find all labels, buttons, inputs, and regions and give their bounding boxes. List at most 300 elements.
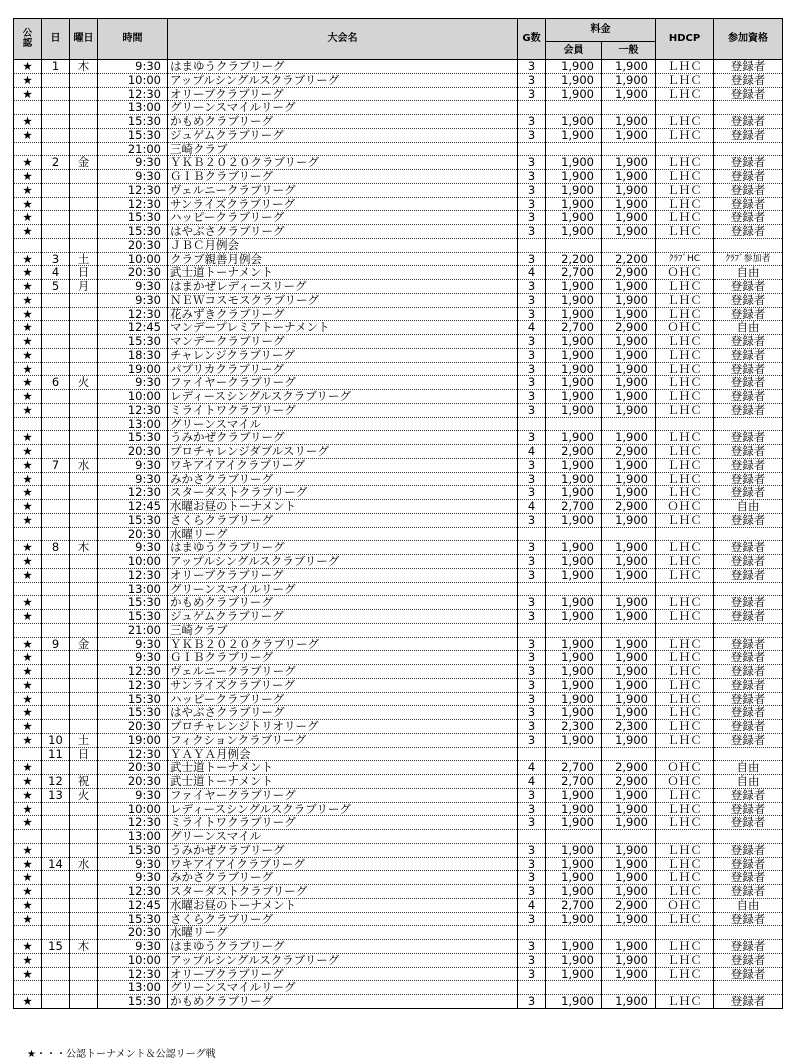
event-name-cell: レディースシングルスクラブリーグ [168,802,518,816]
member-fee-cell: 1,900 [546,568,602,582]
general-fee-cell: 1,900 [602,376,656,390]
eligibility-cell [714,830,783,844]
hdcp-cell: ＬＨＣ [656,458,714,472]
weekday-cell: 祝 [70,775,98,789]
day-cell [42,953,70,967]
weekday-cell [70,926,98,940]
table-row [14,775,783,789]
time-cell: 9:30 [98,788,168,802]
event-name-cell: かもめクラブリーグ [168,995,518,1009]
games-cell: 3 [518,555,546,569]
weekday-cell [70,238,98,252]
general-fee-cell: 1,900 [602,568,656,582]
games-cell: 4 [518,321,546,335]
general-fee-cell: 1,900 [602,225,656,239]
member-fee-cell: 1,900 [546,390,602,404]
games-cell: 3 [518,871,546,885]
table-row [14,362,783,376]
time-cell: 15:30 [98,692,168,706]
member-fee-cell [546,981,602,995]
day-cell [42,390,70,404]
table-row [14,293,783,307]
general-fee-cell: 1,900 [602,665,656,679]
general-fee-cell [602,747,656,761]
time-cell: 9:30 [98,376,168,390]
event-name-cell: マンデープレミアトーナメント [168,321,518,335]
weekday-cell [70,830,98,844]
table-row [14,183,783,197]
time-cell: 20:30 [98,775,168,789]
member-fee-cell: 1,900 [546,376,602,390]
event-name-cell: かもめクラブリーグ [168,115,518,129]
eligibility-cell: 登録者 [714,637,783,651]
hdcp-cell: ＬＨＣ [656,733,714,747]
official-mark [14,417,42,431]
eligibility-cell [714,142,783,156]
games-cell: 4 [518,761,546,775]
general-fee-cell: 2,900 [602,898,656,912]
day-cell [42,403,70,417]
weekday-cell [70,582,98,596]
header-member: 会員 [546,42,602,60]
member-fee-cell: 2,700 [546,266,602,280]
time-cell: 10:00 [98,73,168,87]
table-row [14,720,783,734]
eligibility-cell: 登録者 [714,871,783,885]
hdcp-cell: ＯＨＣ [656,775,714,789]
time-cell: 9:30 [98,280,168,294]
member-fee-cell: 1,900 [546,692,602,706]
weekday-cell [70,953,98,967]
general-fee-cell [602,238,656,252]
hdcp-cell: ＬＨＣ [656,390,714,404]
games-cell: 3 [518,307,546,321]
hdcp-cell: ＬＨＣ [656,513,714,527]
general-fee-cell: 1,900 [602,293,656,307]
day-cell [42,486,70,500]
eligibility-cell: 登録者 [714,431,783,445]
hdcp-cell: ＬＨＣ [656,967,714,981]
event-name-cell: はまかぜレディースリーグ [168,280,518,294]
time-cell: 20:30 [98,926,168,940]
member-fee-cell [546,417,602,431]
member-fee-cell: 2,700 [546,761,602,775]
event-name-cell: クラブ親善月例会 [168,252,518,266]
day-cell [42,321,70,335]
official-mark: ★ [14,802,42,816]
official-mark: ★ [14,390,42,404]
member-fee-cell: 1,900 [546,885,602,899]
hdcp-cell: ＬＨＣ [656,816,714,830]
table-row [14,761,783,775]
event-name-cell: グリーンスマイルリーグ [168,582,518,596]
eligibility-cell: 登録者 [714,197,783,211]
table-row [14,568,783,582]
member-fee-cell: 1,900 [546,541,602,555]
eligibility-cell: 登録者 [714,307,783,321]
member-fee-cell [546,830,602,844]
official-mark [14,238,42,252]
eligibility-cell [714,238,783,252]
official-mark: ★ [14,486,42,500]
weekday-cell: 木 [70,60,98,74]
eligibility-cell: 自由 [714,321,783,335]
time-cell: 12:30 [98,885,168,899]
day-cell [42,183,70,197]
hdcp-cell: ＬＨＣ [656,348,714,362]
official-mark [14,623,42,637]
games-cell: 3 [518,60,546,74]
table-row [14,500,783,514]
day-cell [42,513,70,527]
day-cell [42,238,70,252]
day-cell [42,128,70,142]
games-cell: 4 [518,500,546,514]
games-cell: 3 [518,335,546,349]
official-mark: ★ [14,128,42,142]
general-fee-cell: 1,900 [602,706,656,720]
event-name-cell: ミライトワクラブリーグ [168,403,518,417]
header-official: 公認 [14,19,42,60]
member-fee-cell: 1,900 [546,802,602,816]
event-name-cell: 水曜お昼のトーナメント [168,898,518,912]
official-mark [14,747,42,761]
day-cell [42,967,70,981]
hdcp-cell [656,417,714,431]
games-cell: 3 [518,995,546,1009]
weekday-cell [70,293,98,307]
eligibility-cell: 登録者 [714,885,783,899]
table-row [14,486,783,500]
official-mark: ★ [14,458,42,472]
time-cell: 20:30 [98,527,168,541]
hdcp-cell: ＬＨＣ [656,307,714,321]
official-mark: ★ [14,431,42,445]
weekday-cell [70,348,98,362]
eligibility-cell: 登録者 [714,87,783,101]
time-cell: 20:30 [98,238,168,252]
hdcp-cell: ＬＨＣ [656,197,714,211]
games-cell [518,981,546,995]
time-cell: 12:30 [98,183,168,197]
weekday-cell [70,101,98,115]
table-row [14,60,783,74]
eligibility-cell: 登録者 [714,183,783,197]
eligibility-cell [714,582,783,596]
hdcp-cell: ｸﾗﾌﾞHC [656,252,714,266]
eligibility-cell: 登録者 [714,651,783,665]
weekday-cell: 水 [70,857,98,871]
weekday-cell [70,335,98,349]
eligibility-cell: 登録者 [714,60,783,74]
general-fee-cell [602,623,656,637]
table-row [14,830,783,844]
time-cell: 10:00 [98,953,168,967]
weekday-cell: 土 [70,252,98,266]
event-name-cell: サンライズクラブリーグ [168,197,518,211]
time-cell: 12:30 [98,747,168,761]
general-fee-cell: 1,900 [602,843,656,857]
hdcp-cell: ＬＨＣ [656,87,714,101]
day-cell: 2 [42,156,70,170]
general-fee-cell [602,582,656,596]
day-cell [42,885,70,899]
table-row [14,458,783,472]
official-mark: ★ [14,995,42,1009]
general-fee-cell: 1,900 [602,60,656,74]
eligibility-cell: 登録者 [714,857,783,871]
general-fee-cell [602,417,656,431]
hdcp-cell: ＯＨＣ [656,321,714,335]
official-mark: ★ [14,871,42,885]
event-name-cell: ＮＥＷコスモスクラブリーグ [168,293,518,307]
hdcp-cell [656,981,714,995]
hdcp-cell: ＬＨＣ [656,802,714,816]
day-cell [42,802,70,816]
eligibility-cell [714,623,783,637]
event-name-cell: サンライズクラブリーグ [168,678,518,692]
general-fee-cell [602,981,656,995]
hdcp-cell: ＯＨＣ [656,898,714,912]
event-name-cell: かもめクラブリーグ [168,596,518,610]
official-mark: ★ [14,912,42,926]
games-cell: 3 [518,73,546,87]
games-cell: 3 [518,610,546,624]
header-fee: 料金 [546,19,656,42]
official-mark [14,926,42,940]
official-mark: ★ [14,73,42,87]
general-fee-cell: 1,900 [602,128,656,142]
table-row [14,871,783,885]
event-name-cell: フィクションクラブリーグ [168,733,518,747]
weekday-cell [70,596,98,610]
table-row [14,197,783,211]
member-fee-cell: 1,900 [546,637,602,651]
time-cell: 20:30 [98,445,168,459]
official-mark: ★ [14,885,42,899]
official-mark: ★ [14,500,42,514]
hdcp-cell: ＬＨＣ [656,445,714,459]
eligibility-cell: 登録者 [714,486,783,500]
eligibility-cell: 登録者 [714,596,783,610]
general-fee-cell: 1,900 [602,211,656,225]
event-name-cell: はまゆうクラブリーグ [168,940,518,954]
member-fee-cell: 1,900 [546,211,602,225]
eligibility-cell: 登録者 [714,211,783,225]
official-mark: ★ [14,651,42,665]
table-row [14,912,783,926]
table-row [14,596,783,610]
hdcp-cell: ＬＨＣ [656,541,714,555]
games-cell [518,926,546,940]
games-cell: 3 [518,458,546,472]
time-cell: 12:30 [98,486,168,500]
hdcp-cell [656,747,714,761]
hdcp-cell: ＬＨＣ [656,912,714,926]
general-fee-cell: 1,900 [602,857,656,871]
member-fee-cell: 1,900 [546,912,602,926]
games-cell: 3 [518,651,546,665]
table-row [14,843,783,857]
event-name-cell: うみかぜクラブリーグ [168,431,518,445]
time-cell: 12:45 [98,321,168,335]
hdcp-cell [656,582,714,596]
member-fee-cell: 1,900 [546,431,602,445]
general-fee-cell: 1,900 [602,733,656,747]
table-row [14,348,783,362]
event-name-cell: はまゆうクラブリーグ [168,60,518,74]
time-cell: 15:30 [98,912,168,926]
official-mark: ★ [14,348,42,362]
official-mark: ★ [14,87,42,101]
hdcp-cell: ＬＨＣ [656,225,714,239]
day-cell [42,843,70,857]
schedule-body [14,60,783,1009]
eligibility-cell: 登録者 [714,555,783,569]
hdcp-cell: ＯＨＣ [656,266,714,280]
time-cell: 9:30 [98,857,168,871]
time-cell: 10:00 [98,252,168,266]
official-mark: ★ [14,568,42,582]
official-mark [14,830,42,844]
member-fee-cell: 1,900 [546,362,602,376]
hdcp-cell: ＬＨＣ [656,843,714,857]
event-name-cell: ハッピークラブリーグ [168,692,518,706]
header-weekday: 曜日 [70,19,98,60]
table-row [14,266,783,280]
day-cell [42,623,70,637]
day-cell [42,678,70,692]
hdcp-cell: ＬＨＣ [656,115,714,129]
official-mark: ★ [14,445,42,459]
day-cell [42,596,70,610]
header-games: G数 [518,19,546,60]
day-cell [42,87,70,101]
official-mark: ★ [14,335,42,349]
weekday-cell [70,142,98,156]
games-cell: 3 [518,486,546,500]
official-mark: ★ [14,665,42,679]
hdcp-cell: ＯＨＣ [656,500,714,514]
hdcp-cell: ＬＨＣ [656,995,714,1009]
weekday-cell [70,500,98,514]
general-fee-cell: 1,900 [602,885,656,899]
time-cell: 15:30 [98,843,168,857]
hdcp-cell: ＯＨＣ [656,761,714,775]
time-cell: 12:30 [98,967,168,981]
eligibility-cell: 登録者 [714,995,783,1009]
eligibility-cell: 登録者 [714,733,783,747]
hdcp-cell: ＬＨＣ [656,720,714,734]
hdcp-cell [656,623,714,637]
games-cell: 3 [518,678,546,692]
header-hdcp: HDCP [656,19,714,60]
eligibility-cell: 登録者 [714,610,783,624]
hdcp-cell: ＬＨＣ [656,486,714,500]
time-cell: 20:30 [98,266,168,280]
official-mark: ★ [14,307,42,321]
weekday-cell [70,898,98,912]
event-name-cell: アップルシングルスクラブリーグ [168,73,518,87]
hdcp-cell: ＬＨＣ [656,568,714,582]
hdcp-cell: ＬＨＣ [656,651,714,665]
official-mark: ★ [14,266,42,280]
games-cell: 3 [518,665,546,679]
games-cell [518,623,546,637]
hdcp-cell: ＬＨＣ [656,637,714,651]
weekday-cell [70,87,98,101]
time-cell: 15:30 [98,211,168,225]
eligibility-cell: 登録者 [714,156,783,170]
member-fee-cell: 1,900 [546,293,602,307]
general-fee-cell: 2,900 [602,761,656,775]
weekday-cell [70,610,98,624]
day-cell [42,995,70,1009]
eligibility-cell [714,417,783,431]
hdcp-cell: ＬＨＣ [656,60,714,74]
time-cell: 10:00 [98,390,168,404]
hdcp-cell: ＬＨＣ [656,692,714,706]
official-mark: ★ [14,678,42,692]
general-fee-cell: 1,900 [602,816,656,830]
time-cell: 18:30 [98,348,168,362]
eligibility-cell: 自由 [714,775,783,789]
header-time: 時間 [98,19,168,60]
games-cell: 3 [518,252,546,266]
eligibility-cell: 登録者 [714,445,783,459]
eligibility-cell: 登録者 [714,362,783,376]
weekday-cell [70,692,98,706]
time-cell: 9:30 [98,541,168,555]
weekday-cell: 木 [70,541,98,555]
time-cell: 15:30 [98,225,168,239]
general-fee-cell: 2,300 [602,720,656,734]
general-fee-cell: 2,900 [602,500,656,514]
time-cell: 15:30 [98,995,168,1009]
event-name-cell: マンデークラブリーグ [168,335,518,349]
table-row [14,431,783,445]
event-name-cell: ワキアイアイクラブリーグ [168,458,518,472]
hdcp-cell: ＬＨＣ [656,431,714,445]
event-name-cell: ＧＩＢクラブリーグ [168,170,518,184]
eligibility-cell: 登録者 [714,541,783,555]
hdcp-cell: ＬＨＣ [656,362,714,376]
games-cell: 3 [518,596,546,610]
table-row [14,225,783,239]
time-cell: 21:00 [98,142,168,156]
general-fee-cell: 1,900 [602,995,656,1009]
weekday-cell [70,555,98,569]
day-cell: 4 [42,266,70,280]
games-cell: 3 [518,472,546,486]
weekday-cell [70,761,98,775]
general-fee-cell [602,101,656,115]
time-cell: 15:30 [98,513,168,527]
member-fee-cell [546,527,602,541]
member-fee-cell: 1,900 [546,995,602,1009]
games-cell [518,238,546,252]
weekday-cell: 日 [70,266,98,280]
table-row [14,156,783,170]
general-fee-cell: 1,900 [602,307,656,321]
weekday-cell: 火 [70,788,98,802]
general-fee-cell: 1,900 [602,472,656,486]
event-name-cell: ワキアイアイクラブリーグ [168,857,518,871]
time-cell: 12:30 [98,665,168,679]
table-row [14,926,783,940]
general-fee-cell: 1,900 [602,871,656,885]
general-fee-cell [602,527,656,541]
